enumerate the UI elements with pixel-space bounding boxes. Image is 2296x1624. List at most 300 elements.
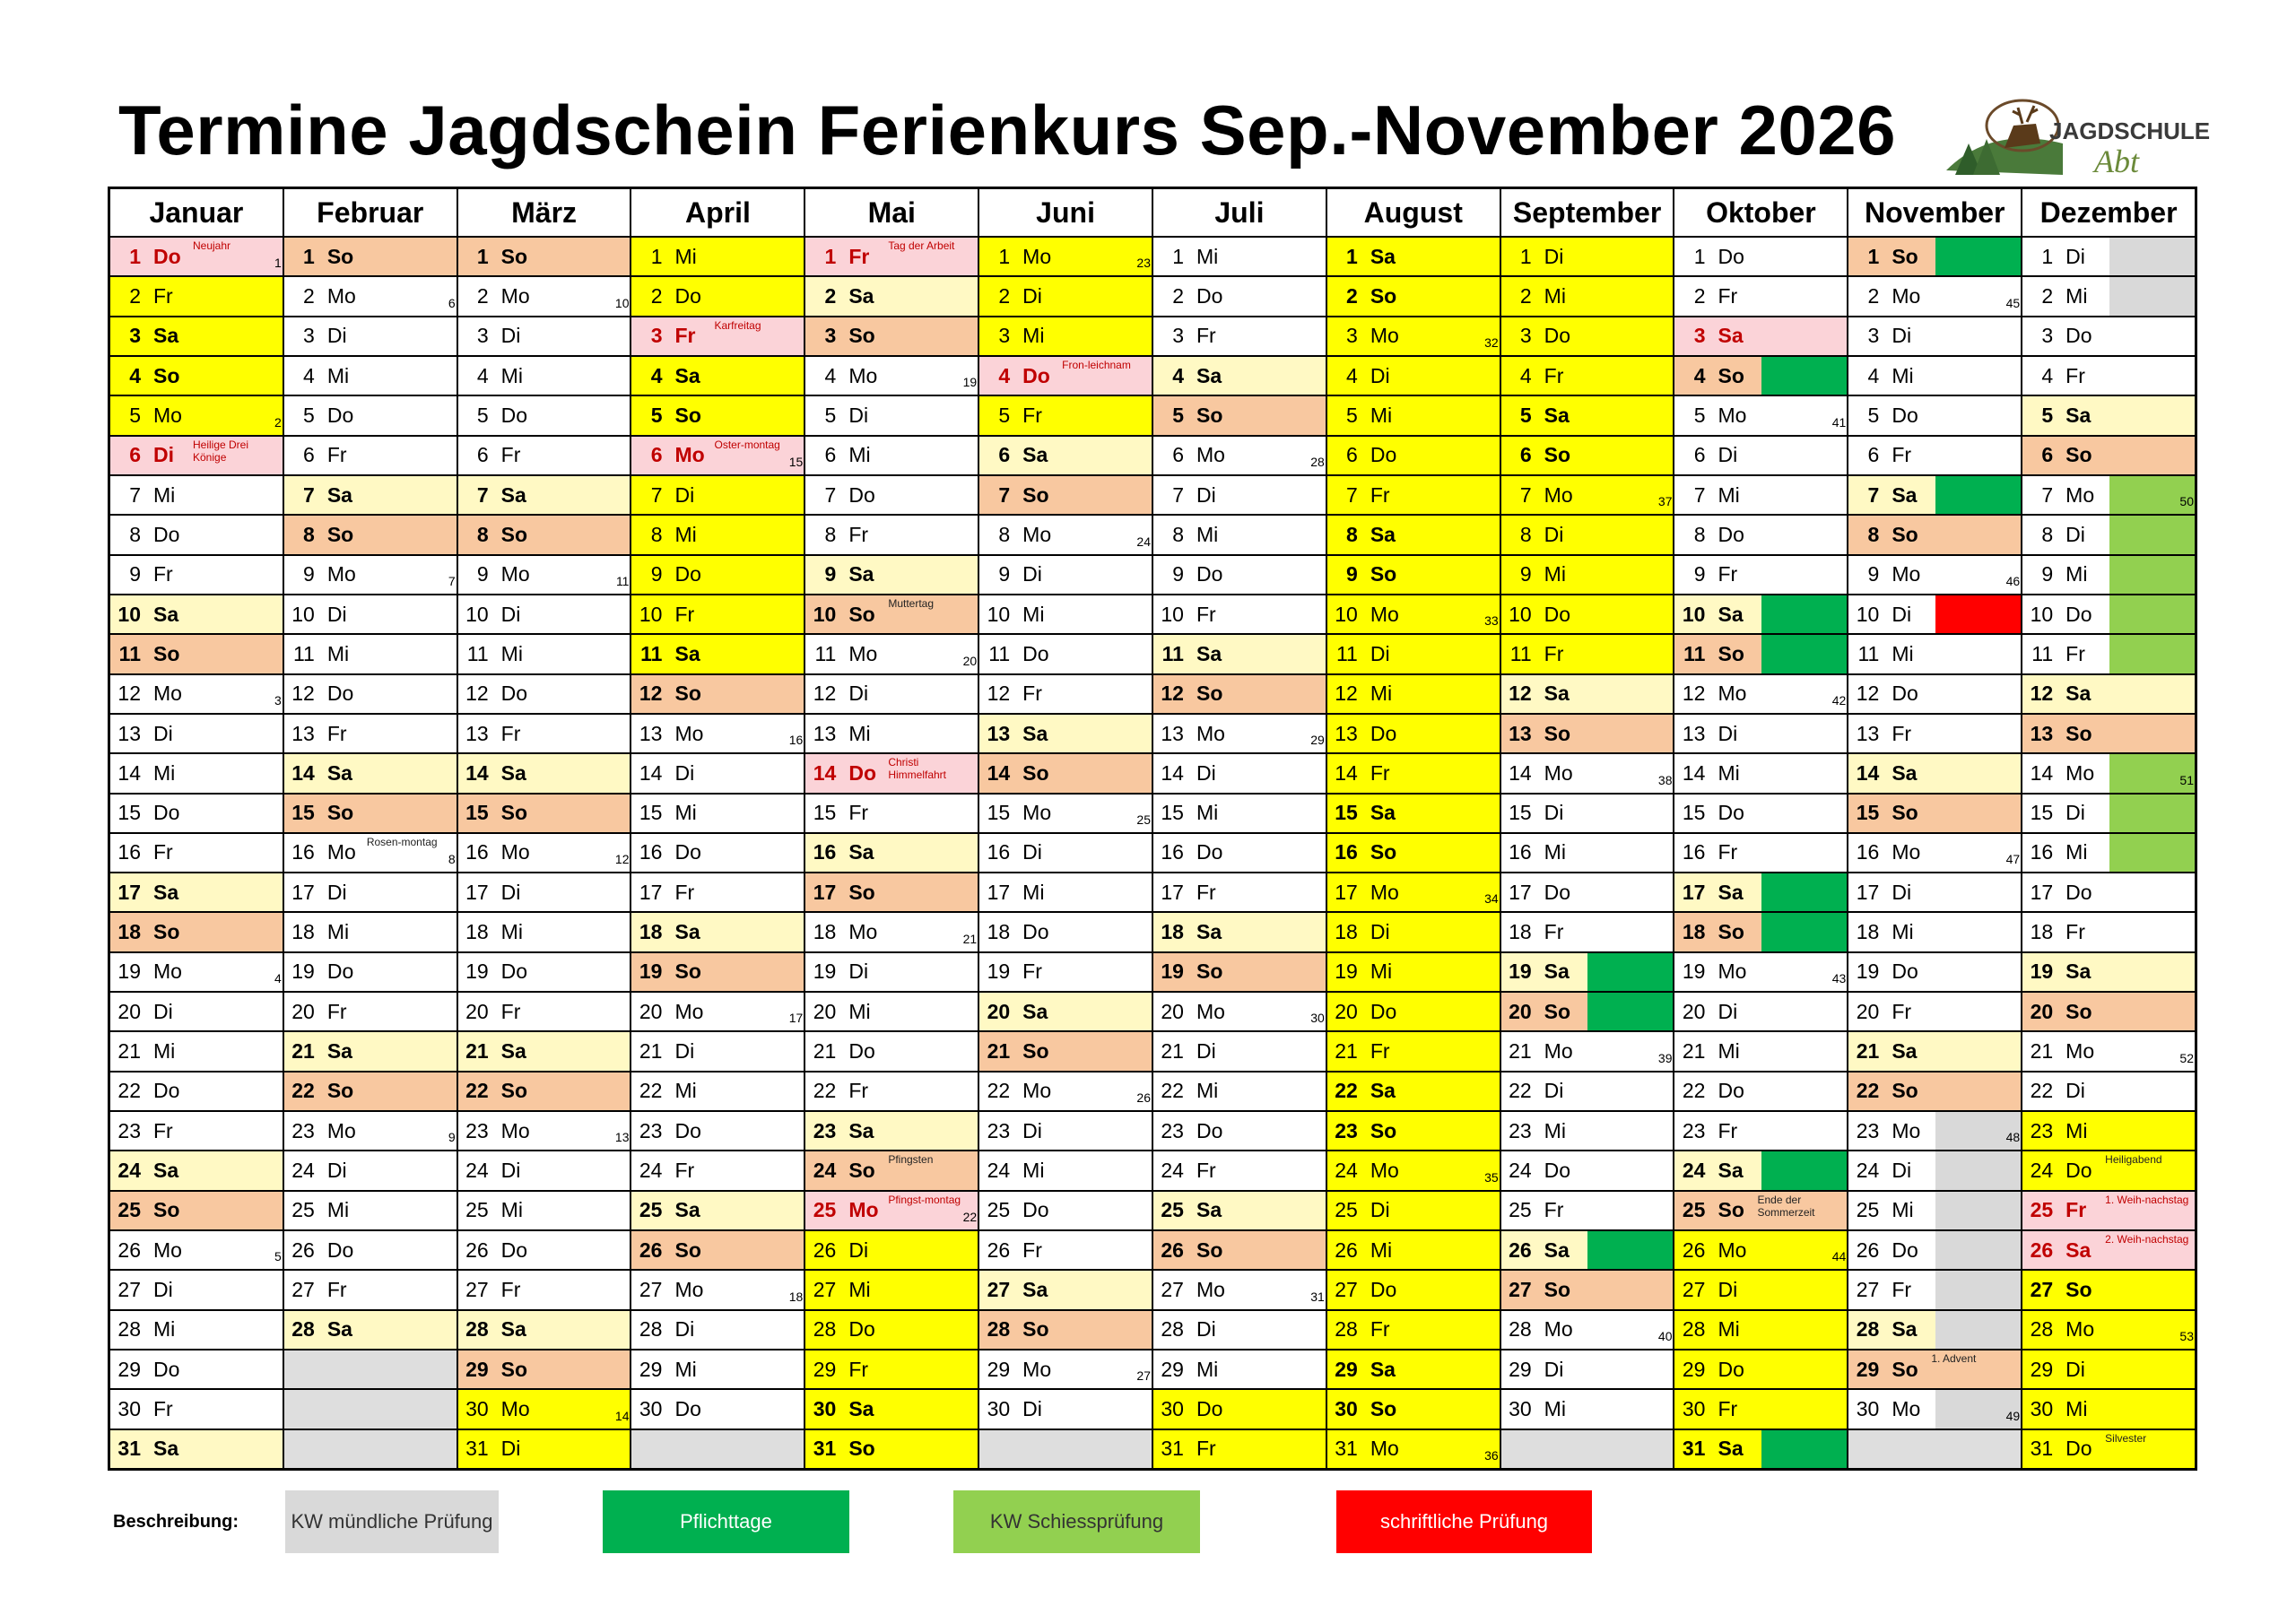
day-number: 3 — [824, 324, 837, 348]
weekday-label: Mo — [500, 1118, 530, 1142]
day-cell — [1501, 437, 1674, 474]
day-cell — [1848, 635, 2021, 673]
day-number: 18 — [291, 920, 315, 944]
day-cell — [110, 754, 283, 792]
day-cell — [2022, 595, 2195, 633]
day-number: 31 — [1161, 1437, 1184, 1461]
weekday-label: Do — [848, 1317, 875, 1342]
holiday-name: Karfreitag — [714, 318, 761, 332]
day-cell — [805, 1390, 978, 1428]
day-number: 9 — [650, 562, 663, 586]
day-number: 25 — [465, 1198, 489, 1222]
day-number: 1 — [303, 244, 315, 268]
day-cell — [458, 1151, 631, 1189]
day-number: 17 — [291, 880, 315, 904]
weekday-label: Do — [1892, 1238, 1918, 1262]
empty-cell — [631, 1430, 804, 1468]
day-cell — [2022, 1231, 2195, 1269]
day-cell — [110, 1390, 283, 1428]
weekday-label: Mi — [1718, 1317, 1740, 1342]
weekday-label: Mi — [326, 1198, 350, 1222]
day-cell — [284, 993, 457, 1030]
day-number: 1 — [1519, 244, 1532, 268]
day-number: 2 — [1867, 283, 1880, 308]
day-number: 20 — [1161, 999, 1184, 1023]
weekday-label: Mi — [2066, 1118, 2088, 1142]
day-number: 6 — [2041, 443, 2054, 467]
day-number: 19 — [1856, 960, 1880, 984]
weekday-label: Do — [500, 1238, 528, 1262]
day-number: 9 — [303, 562, 315, 586]
day-cell — [2022, 1350, 2195, 1388]
weekday-label: Fr — [1544, 1198, 1564, 1222]
day-number: 13 — [465, 721, 489, 745]
day-cell — [1153, 1231, 1326, 1269]
weekday-label: Do — [2066, 880, 2092, 904]
day-number: 29 — [1161, 1357, 1184, 1381]
day-number: 18 — [1509, 920, 1532, 944]
day-number: 14 — [813, 760, 837, 785]
day-number: 6 — [1172, 443, 1184, 467]
day-cell — [1327, 953, 1500, 991]
weekday-label: So — [1022, 1317, 1049, 1342]
day-number: 30 — [1335, 1397, 1358, 1420]
weekday-label: So — [1370, 840, 1397, 864]
month-header: April — [631, 189, 804, 236]
weekday-label: Di — [1892, 880, 1912, 904]
day-cell — [458, 317, 631, 355]
day-cell — [2022, 1311, 2195, 1349]
day-cell — [631, 1231, 804, 1269]
day-cell — [284, 277, 457, 315]
weekday-label: Mi — [1370, 403, 1393, 427]
day-cell — [1153, 953, 1326, 991]
weekday-label: Do — [1370, 443, 1397, 467]
day-cell — [110, 238, 283, 275]
day-number: 27 — [987, 1278, 1011, 1302]
marker-pflicht — [1761, 1430, 1847, 1468]
day-cell — [110, 675, 283, 713]
month-header: Juli — [1153, 189, 1326, 236]
weekday-label: Mi — [674, 1357, 697, 1381]
day-cell — [1327, 1231, 1500, 1269]
weekday-label: Fr — [674, 602, 695, 626]
weekday-label: Fr — [1370, 1039, 1390, 1064]
day-cell — [1153, 556, 1326, 594]
day-cell — [1501, 1032, 1674, 1070]
weekday-label: Do — [326, 960, 354, 984]
weekday-label: Sa — [2066, 1238, 2092, 1262]
weekday-label: Mi — [1370, 960, 1393, 984]
week-number: 50 — [2179, 494, 2194, 509]
week-number: 18 — [788, 1289, 804, 1304]
weekday-label: Mo — [1022, 1079, 1052, 1103]
day-number: 18 — [1856, 920, 1880, 944]
day-cell — [1674, 516, 1847, 553]
weekday-label: Mo — [1370, 1159, 1399, 1183]
day-cell — [1153, 1350, 1326, 1388]
day-cell — [2022, 1192, 2195, 1229]
month-header: März — [458, 189, 631, 236]
weekday-label: Sa — [2066, 960, 2092, 984]
weekday-label: Do — [153, 1357, 180, 1381]
weekday-label: Mi — [1892, 1198, 1914, 1222]
day-cell — [110, 357, 283, 395]
day-cell — [1327, 1073, 1500, 1110]
day-cell — [1674, 795, 1847, 832]
weekday-label: Mi — [1022, 1159, 1045, 1183]
day-cell — [631, 476, 804, 514]
day-number: 31 — [1335, 1437, 1358, 1461]
weekday-label: Mi — [1892, 920, 1914, 944]
day-cell — [110, 1430, 283, 1468]
weekday-label: Do — [1022, 920, 1049, 944]
day-cell — [1501, 795, 1674, 832]
week-number: 6 — [448, 295, 456, 310]
weekday-label: Sa — [1892, 482, 1918, 507]
day-number: 3 — [1693, 324, 1706, 348]
day-cell — [979, 516, 1152, 553]
day-cell — [1674, 913, 1847, 951]
weekday-label: Fr — [674, 324, 696, 348]
day-cell — [1153, 437, 1326, 474]
day-cell — [458, 1112, 631, 1150]
day-number: 13 — [987, 721, 1011, 745]
day-cell — [458, 913, 631, 951]
day-cell — [1674, 1073, 1847, 1110]
weekday-label: Do — [1370, 721, 1397, 745]
weekday-label: So — [153, 920, 180, 944]
day-number: 22 — [465, 1079, 489, 1103]
weekday-label: Mo — [674, 1278, 704, 1302]
week-number: 27 — [1136, 1368, 1151, 1384]
day-cell — [110, 1311, 283, 1349]
day-cell — [1674, 595, 1847, 633]
day-cell — [979, 1271, 1152, 1308]
day-number: 19 — [117, 960, 141, 984]
day-cell — [1501, 396, 1674, 434]
day-number: 27 — [1335, 1278, 1358, 1302]
day-cell — [284, 635, 457, 673]
day-cell — [1501, 516, 1674, 553]
day-cell — [979, 357, 1152, 395]
weekday-label: Fr — [1544, 641, 1564, 665]
day-cell — [458, 437, 631, 474]
week-number: 49 — [2005, 1408, 2021, 1423]
weekday-label: Sa — [1370, 522, 1396, 546]
day-number: 17 — [987, 880, 1011, 904]
weekday-label: Di — [1370, 920, 1390, 944]
legend-label: Beschreibung: — [113, 1511, 239, 1532]
weekday-label: Sa — [1718, 880, 1744, 904]
day-number: 14 — [1856, 760, 1880, 785]
day-number: 24 — [465, 1159, 489, 1183]
day-cell — [1674, 476, 1847, 514]
weekday-label: Mi — [326, 920, 350, 944]
day-cell — [1153, 476, 1326, 514]
weekday-label: Sa — [1022, 443, 1048, 467]
day-cell — [110, 993, 283, 1030]
day-note: Heiligabend — [2105, 1153, 2162, 1167]
day-number: 20 — [813, 999, 837, 1023]
day-cell — [1327, 795, 1500, 832]
weekday-label: Sa — [1196, 920, 1222, 944]
weekday-label: Do — [1196, 1118, 1223, 1142]
day-cell — [631, 437, 804, 474]
day-cell — [1674, 1151, 1847, 1189]
weekday-label: Sa — [326, 760, 352, 785]
day-number: 14 — [117, 760, 141, 785]
day-cell — [805, 635, 978, 673]
weekday-label: Fr — [1196, 324, 1216, 348]
day-number: 20 — [117, 999, 141, 1023]
day-cell — [1327, 277, 1500, 315]
weekday-label: Mi — [500, 1198, 523, 1222]
weekday-label: Mi — [674, 522, 697, 546]
day-cell — [631, 635, 804, 673]
weekday-label: Sa — [1370, 244, 1396, 268]
weekday-label: Fr — [848, 522, 869, 546]
weekday-label: So — [1892, 1079, 1918, 1103]
weekday-label: Fr — [848, 1357, 869, 1381]
holiday-name: Pfingst-montag — [888, 1193, 961, 1206]
day-cell — [110, 1271, 283, 1308]
weekday-label: Fr — [2066, 920, 2085, 944]
day-cell — [110, 1231, 283, 1269]
week-number: 19 — [962, 375, 978, 390]
day-cell — [2022, 795, 2195, 832]
weekday-label: So — [500, 1357, 528, 1381]
weekday-label: Sa — [1718, 1159, 1744, 1183]
day-cell — [979, 1231, 1152, 1269]
day-cell — [284, 754, 457, 792]
day-cell — [110, 516, 283, 553]
day-number: 1 — [476, 244, 489, 268]
weekday-label: Mi — [848, 443, 871, 467]
day-cell — [1848, 1350, 2021, 1388]
day-cell — [631, 1311, 804, 1349]
day-number: 18 — [465, 920, 489, 944]
day-cell — [1848, 1311, 2021, 1349]
day-cell — [2022, 317, 2195, 355]
weekday-label: Sa — [1022, 999, 1048, 1023]
weekday-label: Fr — [326, 721, 347, 745]
weekday-label: Mo — [1196, 721, 1225, 745]
weekday-label: So — [848, 602, 875, 626]
weekday-label: Di — [1022, 840, 1042, 864]
day-cell — [1848, 357, 2021, 395]
day-cell — [1327, 357, 1500, 395]
day-number: 24 — [2030, 1159, 2054, 1183]
weekday-label: Do — [674, 562, 701, 586]
marker-schiess — [2109, 516, 2195, 553]
day-number: 13 — [1682, 721, 1706, 745]
day-cell — [1848, 317, 2021, 355]
day-number: 11 — [466, 641, 489, 665]
day-number: 28 — [2030, 1317, 2054, 1342]
day-number: 1 — [1172, 244, 1184, 268]
day-number: 21 — [117, 1039, 141, 1064]
weekday-label: Do — [1022, 363, 1050, 387]
day-number: 31 — [2030, 1437, 2054, 1461]
day-number: 21 — [1335, 1039, 1358, 1064]
day-number: 23 — [465, 1118, 489, 1142]
day-number: 3 — [1172, 324, 1184, 348]
day-number: 29 — [1509, 1357, 1532, 1381]
weekday-label: Di — [848, 403, 869, 427]
weekday-label: Sa — [1544, 960, 1570, 984]
day-cell — [1501, 834, 1674, 872]
day-cell — [284, 1271, 457, 1308]
day-number: 2 — [476, 283, 489, 308]
weekday-label: Mo — [326, 840, 356, 864]
weekday-label: Fr — [326, 999, 347, 1023]
day-number: 4 — [824, 363, 837, 387]
weekday-label: Do — [1892, 960, 1918, 984]
day-cell — [2022, 476, 2195, 514]
weekday-label: So — [674, 403, 701, 427]
day-number: 17 — [1856, 880, 1880, 904]
day-number: 12 — [1161, 682, 1184, 706]
day-number: 9 — [1172, 562, 1184, 586]
weekday-label: So — [326, 1079, 354, 1103]
day-cell — [110, 873, 283, 911]
deer-logo-icon — [1937, 90, 2211, 188]
weekday-label: Fr — [674, 1159, 695, 1183]
weekday-label: Mi — [1370, 682, 1393, 706]
weekday-label: So — [1022, 1039, 1049, 1064]
weekday-label: So — [1196, 682, 1223, 706]
day-cell — [979, 476, 1152, 514]
day-cell — [631, 715, 804, 752]
day-number: 3 — [2041, 324, 2054, 348]
day-cell — [1501, 1350, 1674, 1388]
day-number: 27 — [1682, 1278, 1706, 1302]
day-number: 26 — [1509, 1238, 1532, 1262]
weekday-label: Mo — [1370, 324, 1399, 348]
weekday-label: So — [326, 244, 354, 268]
weekday-label: Di — [2066, 801, 2085, 825]
page-title: Termine Jagdschein Ferienkurs Sep.-November 2026 — [118, 91, 1896, 169]
day-number: 4 — [1693, 363, 1706, 387]
weekday-label: Fr — [1892, 721, 1912, 745]
day-number: 19 — [987, 960, 1011, 984]
day-cell — [1327, 993, 1500, 1030]
week-number: 16 — [788, 733, 804, 748]
day-cell — [284, 516, 457, 553]
day-number: 28 — [987, 1317, 1011, 1342]
day-note: 1. Advent — [1931, 1352, 1977, 1366]
day-cell — [1501, 1311, 1674, 1349]
week-number: 44 — [1831, 1249, 1847, 1264]
month-header: August — [1327, 189, 1500, 236]
day-number: 11 — [1509, 641, 1532, 665]
weekday-label: Di — [500, 602, 521, 626]
weekday-label: Di — [2066, 1079, 2085, 1103]
day-cell — [1327, 1430, 1500, 1468]
day-cell — [631, 873, 804, 911]
weekday-label: Mo — [153, 682, 182, 706]
weekday-label: Fr — [1196, 602, 1216, 626]
day-cell — [1327, 834, 1500, 872]
weekday-label: Di — [1718, 443, 1738, 467]
weekday-label: Fr — [1718, 562, 1738, 586]
day-cell — [458, 357, 631, 395]
day-cell — [805, 1311, 978, 1349]
day-number: 25 — [987, 1198, 1011, 1222]
weekday-label: Fr — [1022, 1238, 1042, 1262]
day-cell — [805, 834, 978, 872]
day-cell — [2022, 754, 2195, 792]
day-number: 24 — [291, 1159, 315, 1183]
weekday-label: Fr — [500, 721, 521, 745]
weekday-label: Di — [848, 1238, 869, 1262]
day-number: 5 — [998, 403, 1011, 427]
day-cell — [2022, 516, 2195, 553]
weekday-label: So — [2066, 999, 2092, 1023]
day-cell — [1674, 834, 1847, 872]
day-cell — [1848, 516, 2021, 553]
day-cell — [110, 635, 283, 673]
day-number: 25 — [1509, 1198, 1532, 1222]
day-number: 5 — [650, 403, 663, 427]
weekday-label: Di — [326, 880, 347, 904]
day-number: 13 — [1161, 721, 1184, 745]
day-number: 27 — [1509, 1278, 1532, 1302]
day-number: 10 — [1161, 602, 1184, 626]
day-cell — [1674, 715, 1847, 752]
day-number: 26 — [117, 1238, 141, 1262]
weekday-label: Mi — [848, 721, 871, 745]
month-header: Juni — [979, 189, 1152, 236]
week-number: 42 — [1831, 692, 1847, 708]
day-cell — [2022, 675, 2195, 713]
day-number: 30 — [987, 1397, 1011, 1420]
day-number: 1 — [1346, 244, 1358, 268]
day-number: 26 — [1682, 1238, 1706, 1262]
day-cell — [805, 1112, 978, 1150]
day-cell — [458, 795, 631, 832]
week-number: 20 — [962, 653, 978, 668]
day-cell — [1848, 1231, 2021, 1269]
day-cell — [1327, 873, 1500, 911]
weekday-label: Do — [1022, 641, 1049, 665]
weekday-label: Mo — [2066, 1317, 2095, 1342]
weekday-label: Do — [674, 1118, 701, 1142]
day-number: 18 — [1335, 920, 1358, 944]
day-number: 6 — [476, 443, 489, 467]
week-number: 10 — [614, 295, 630, 310]
day-cell — [805, 1231, 978, 1269]
day-number: 2 — [650, 283, 663, 308]
day-cell — [2022, 556, 2195, 594]
day-number: 3 — [1867, 324, 1880, 348]
day-number: 25 — [639, 1198, 663, 1222]
day-number: 1 — [1867, 244, 1880, 268]
day-cell — [1501, 993, 1674, 1030]
weekday-label: So — [1718, 920, 1744, 944]
day-cell — [631, 516, 804, 553]
weekday-label: Do — [848, 1039, 875, 1064]
weekday-label: Do — [1892, 403, 1918, 427]
day-number: 8 — [650, 522, 663, 546]
day-cell — [284, 1192, 457, 1229]
day-number: 8 — [1693, 522, 1706, 546]
day-cell — [805, 715, 978, 752]
day-cell — [2022, 1430, 2195, 1468]
weekday-label: So — [1718, 1198, 1744, 1222]
day-cell — [1848, 1192, 2021, 1229]
